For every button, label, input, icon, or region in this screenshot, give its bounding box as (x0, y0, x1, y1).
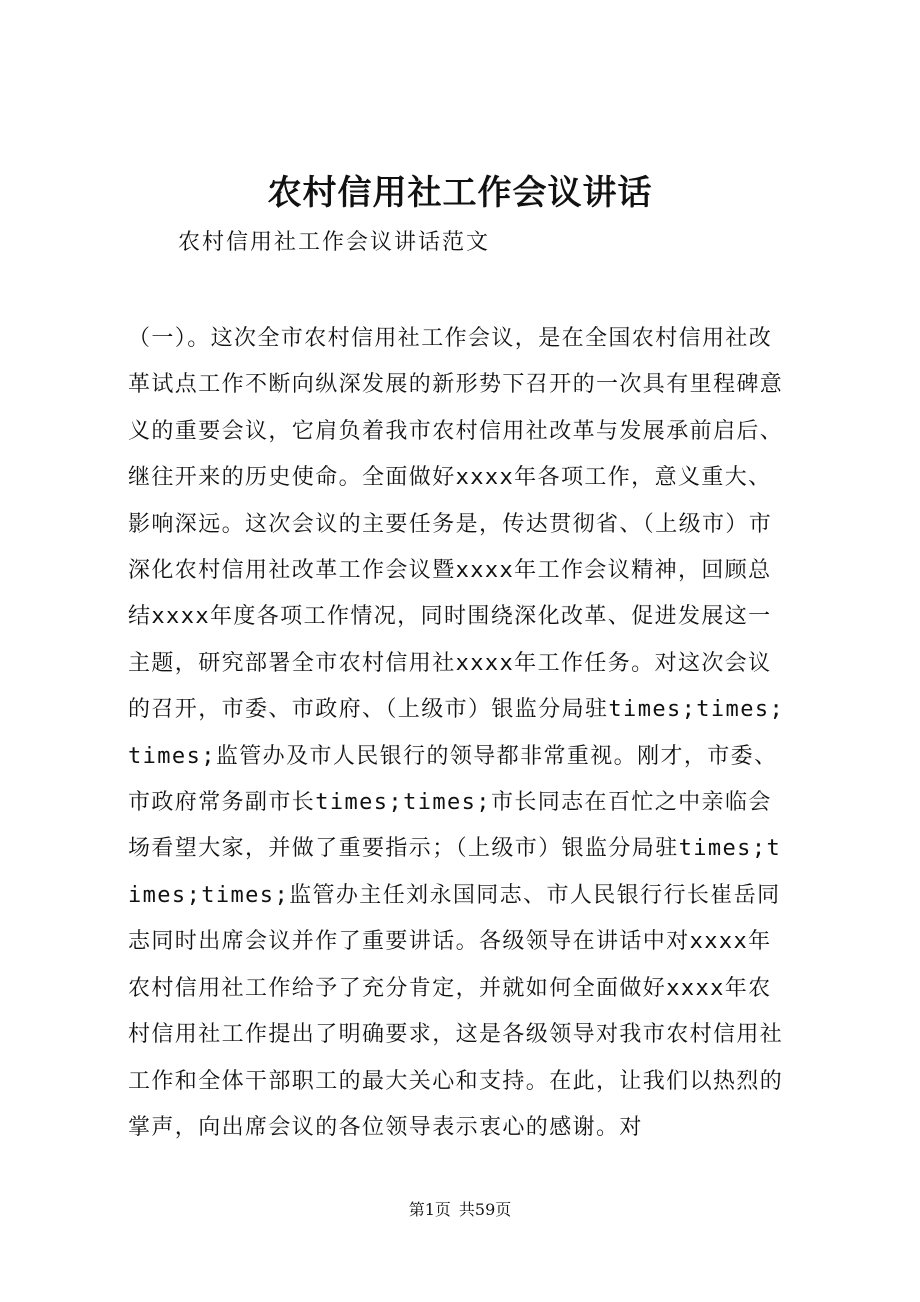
page-number-current: 第1页 (408, 1200, 451, 1219)
document-subtitle: 农村信用社工作会议讲话范文 (178, 230, 491, 255)
body-paragraph: （一）。这次全市农村信用社工作会议，是在全国农村信用社改革试点工作不断向纵深发展的新形势下召开的一次具有里程碑意义的重要会议，它肩负着我市农村信用社改革与发展承前启后、继往开来的历史使命。全面做好xxxx年各项工作，意义重大、影响深远。这次会议的主要任务是，传达贯彻省、（上级市）市深化农村信用社改革工作会议暨xxxx年工作会议精神，回顾总结xxxx年度各项工作情况，同时围绕深化改革、促进发展这一主题，研究部署全市农村信用社xxxx年工作任务。对这次会议的召开，市委、市政府、（上级市）银监分局驻times;times;times;监管办及市人民银行的领导都非常重视。刚才，市委、市政府常务副市长times;times;市长同志在百忙之中亲临会场看望大家，并做了重要指示；（上级市）银监分局驻times;times;times;监管办主任刘永国同志、市人民银行行长崔岳同志同时出席会议并作了重要讲话。各级领导在讲话中对xxxx年农村信用社工作给予了充分肯定，并就如何全面做好xxxx年农村信用社工作提出了明确要求，这是各级领导对我市农村信用社工作和全体干部职工的最大关心和支持。在此，让我们以热烈的掌声，向出席会议的各位领导表示衷心的感谢。对 (128, 326, 785, 1140)
document-title: 农村信用社工作会议讲话 (267, 173, 653, 213)
page-footer (0, 1198, 920, 1222)
page-number-total: 共59页 (458, 1200, 512, 1219)
